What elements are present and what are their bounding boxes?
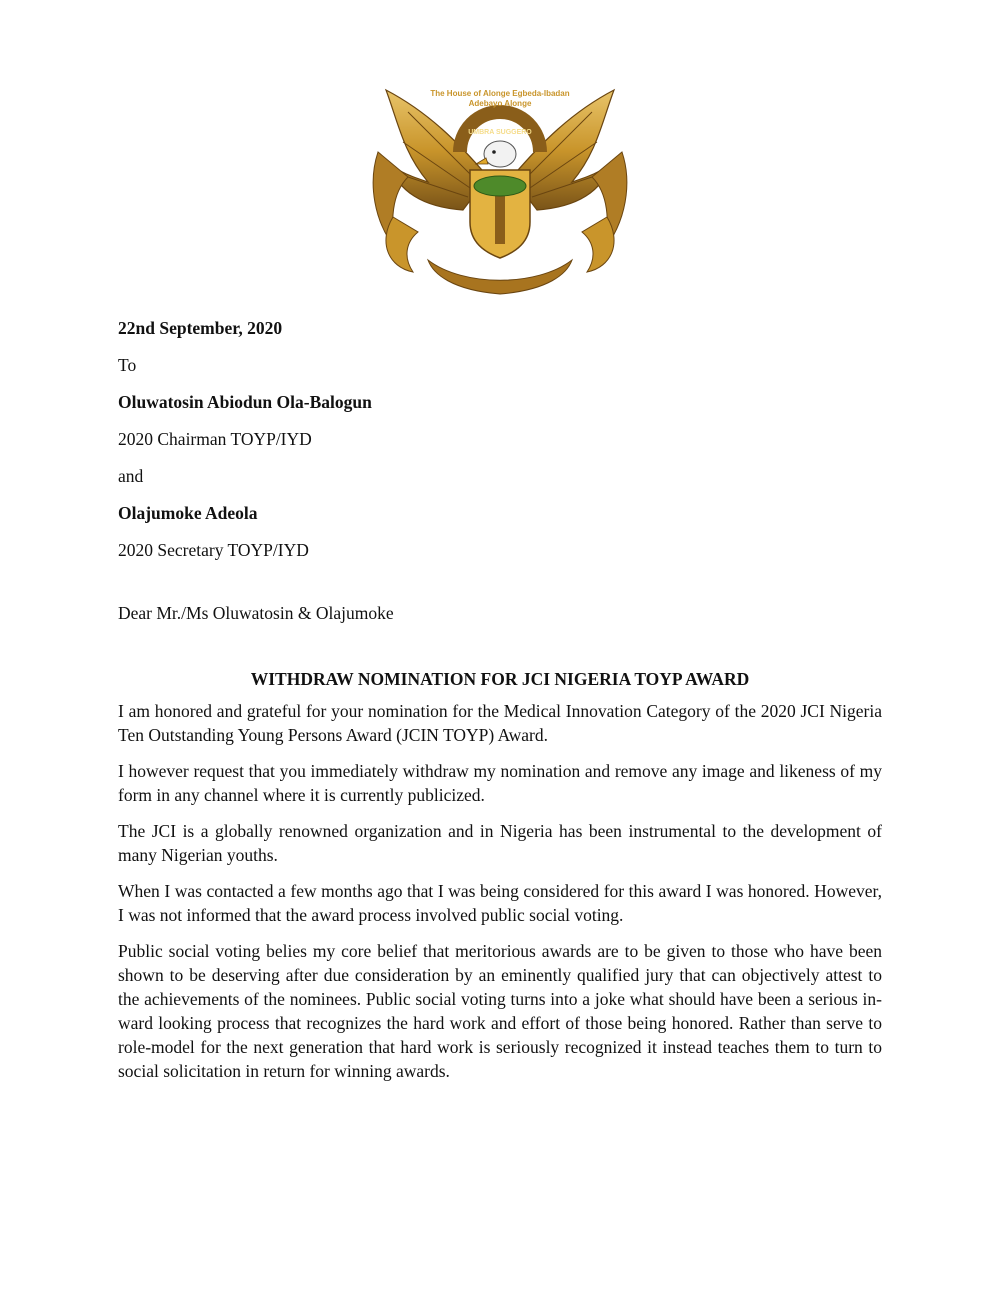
letter-date: 22nd September, 2020: [118, 318, 283, 338]
letter-subject: WITHDRAW NOMINATION FOR JCI NIGERIA TOYP AWARD: [250, 669, 750, 689]
salutation: Dear Mr./Ms Oluwatosin & Olajumoke: [118, 603, 394, 623]
recipient1-name: Oluwatosin Abiodun Ola-Balogun: [118, 392, 372, 412]
recipient1-title: 2020 Chairman TOYP/IYD: [118, 429, 312, 449]
letter-body: [118, 316, 882, 1095]
recipient2-name: Olajumoke Adeola: [118, 503, 258, 523]
family-crest-logo: [368, 82, 632, 296]
and-label: and: [118, 466, 144, 486]
to-label: To: [118, 355, 137, 375]
crest-house-line2: Adebayo Alonge: [468, 99, 532, 108]
recipient2-title: 2020 Secretary TOYP/IYD: [118, 540, 309, 560]
body-paragraph-3: The JCI is a globally renowned organization and in Nigeria has been instrumental to the development of many Nigerian youths.: [118, 821, 882, 865]
body-paragraph-4: When I was contacted a few months ago that I was being considered for this award I was honored. However, I was not informed that the award process involved public social voting.: [118, 881, 882, 925]
body-paragraph-1: I am honored and grateful for your nomination for the Medical Innovation Category of the 2020 JCI Nigeria Ten Outstanding Young Persons Award (JCIN TOYP) Award.: [118, 701, 882, 745]
body-paragraph-2: I however request that you immediately withdraw my nomination and remove any image and likeness of my form in any channel where it is currently publicized.: [118, 761, 882, 805]
crest-motto: UMBRA SUGGERO: [468, 129, 532, 136]
spacer: [118, 575, 882, 601]
crest-house-line1: The House of Alonge Egbeda-Ibadan: [430, 89, 570, 98]
body-paragraph-5: Public social voting belies my core belief that meritorious awards are to be given to those who have been shown to be deserving after due consideration by an eminently qualified jury that can objectively attest to the achievements of the nominees. Public social voting turns into a joke what should have been a serious in-ward looking process that recognizes the hard work and effort of those being honored. Rather than serve to role-model for the next generation that hard work is seriously recognized it instead teaches them to turn to social solicitation in return for winning awards.: [118, 941, 882, 1081]
